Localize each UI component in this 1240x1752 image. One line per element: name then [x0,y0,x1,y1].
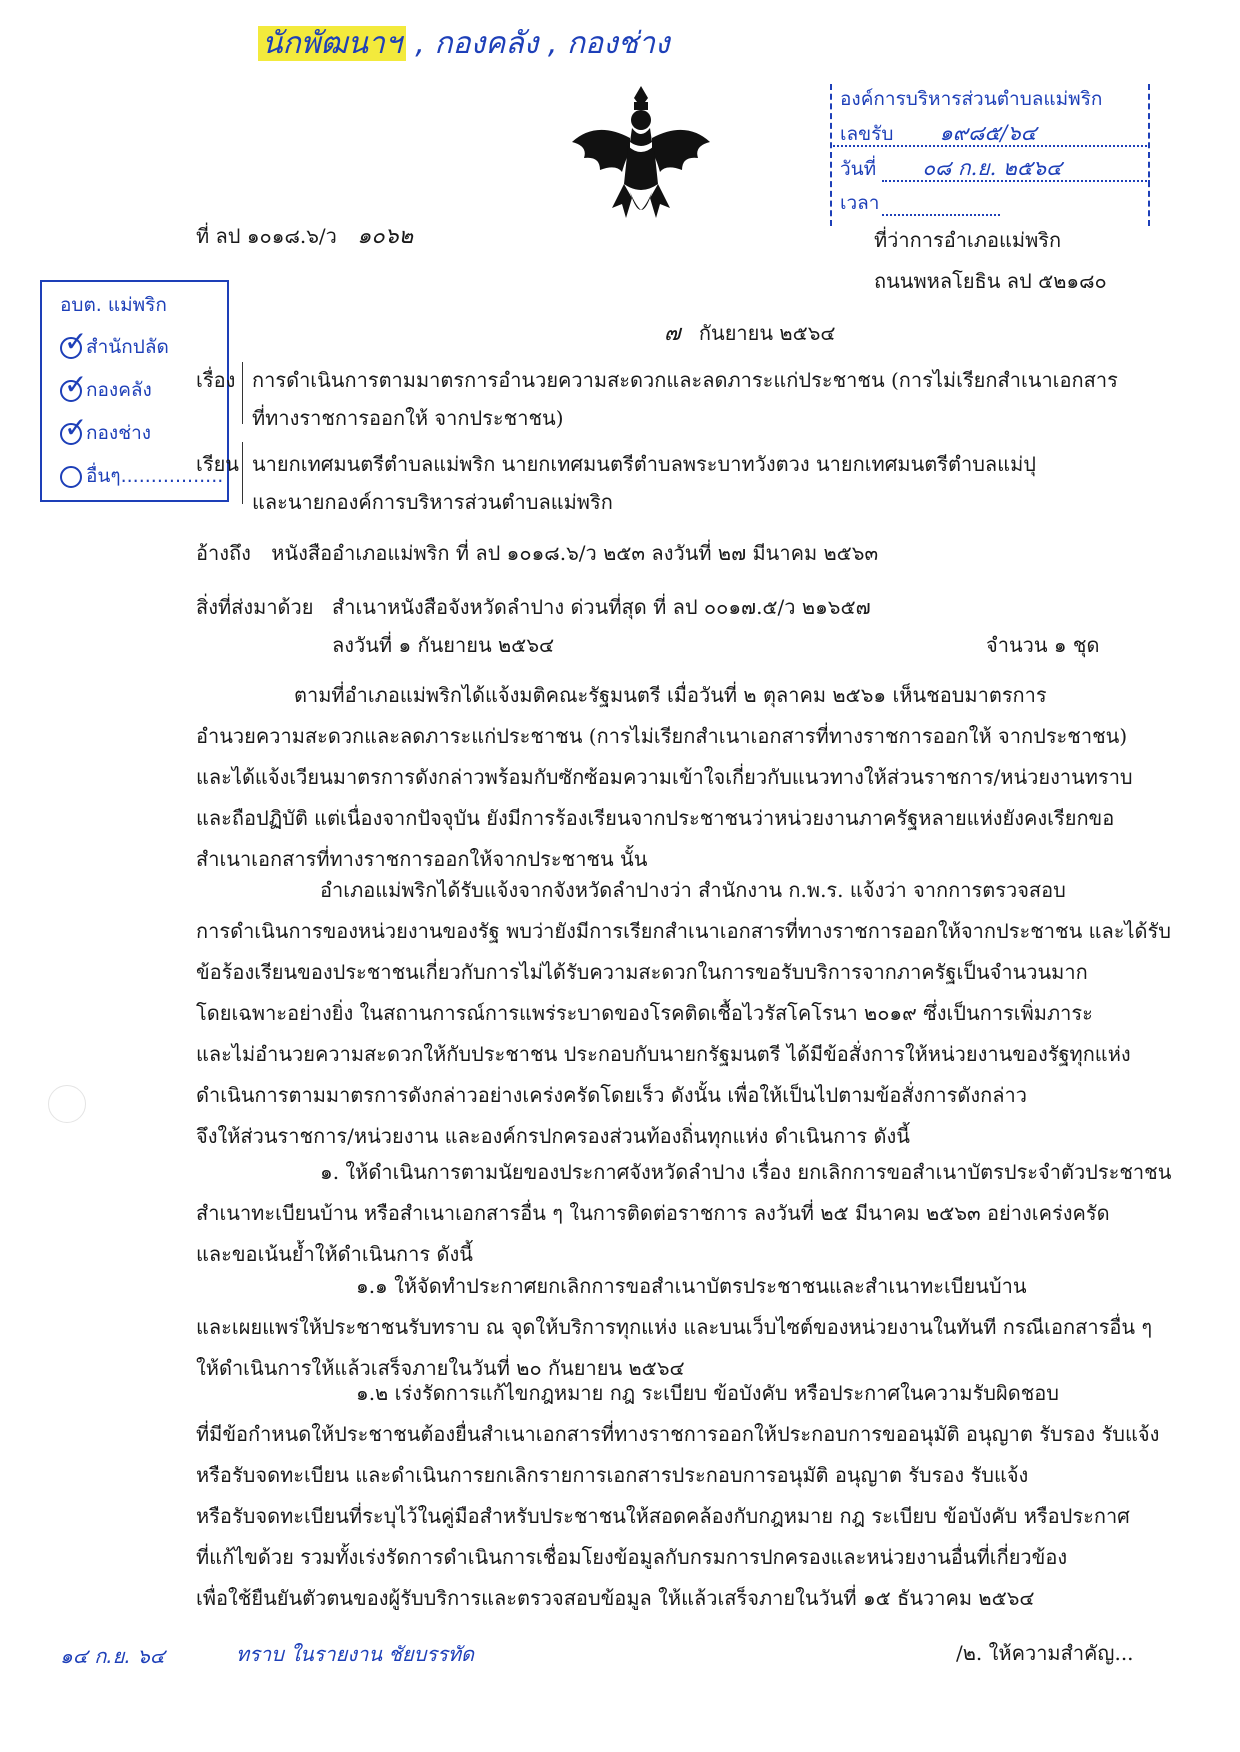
routing-item-label: กองคลัง [86,379,152,401]
stamp-time-label: เวลา [840,192,880,214]
paragraph-line: หรือรับจดทะเบียนที่ระบุไว้ในคู่มือสำหรับประชาชนให้สอดคล้องกับกฎหมาย กฎ ระเบียบ ข้อบังคับ หรือประกาศ [196,1504,1130,1528]
paragraph-line: อำเภอแม่พริกได้รับแจ้งจากจังหวัดลำปางว่า สำนักงาน ก.พ.ร. แจ้งว่า จากการตรวจสอบ [320,878,1066,902]
routing-item-engineering [60,410,152,448]
stamp-number-value: ๑๙๘๕/๖๔ [939,121,1037,145]
paragraph-5 [196,1373,1160,1619]
handwritten-footer-date: ๑๔ ก.ย. ๖๔ [60,1644,165,1668]
paragraph-line: ให้ดำเนินการให้แล้วเสร็จภายในวันที่ ๒๐ กันยายน ๒๕๖๔ [196,1356,685,1380]
document-reference [196,221,413,252]
checkbox-circle-icon: ✓ [60,423,82,445]
paragraph-line: สำเนาเอกสารที่ทางราชการออกให้จากประชาชน นั้น [196,847,648,871]
recipient-line-2: และนายกองค์การบริหารส่วนตำบลแม่พริก [252,490,613,514]
paragraph-line: เพื่อใช้ยืนยันตัวตนของผู้รับบริการและตรวจสอบข้อมูล ให้แล้วเสร็จภายในวันที่ ๑๕ ธันวาคม ๒๕๖๔ [196,1586,1035,1610]
stamp-date-value: ๐๘ ก.ย. ๒๕๖๔ [922,156,1062,180]
paragraph-line: ๑.๒ เร่งรัดการแก้ไขกฎหมาย กฎ ระเบียบ ข้อบังคับ หรือประกาศในความรับผิดชอบ [356,1381,1059,1405]
paragraph-2 [196,870,1171,1157]
routing-item-label: สำนักปลัด [86,336,169,358]
paragraph-line: และเผยแพร่ให้ประชาชนรับทราบ ณ จุดให้บริการทุกแห่ง และบนเว็บไซต์ของหน่วยงานในทันที กรณีเอกสารอื่น ๆ [196,1315,1153,1339]
stamp-date-label: วันที่ [840,158,877,180]
paragraph-1 [196,675,1136,880]
enclosure-label: สิ่งที่ส่งมาด้วย [196,595,314,619]
handwritten-distribution-note [258,20,670,67]
stamp-org: องค์การบริหารส่วนตำบลแม่พริก [840,88,1103,110]
checkbox-circle-icon [60,466,82,488]
stamp-number-row [830,116,1150,151]
paragraph-line: ข้อร้องเรียนของประชาชนเกี่ยวกับการไม่ได้รับความสะดวกในการขอรับบริการจากภาครัฐเป็นจำนวนมาก [196,960,1088,984]
binder-hole [48,1085,86,1123]
routing-item-finance [60,367,152,405]
date-day: ๗ [664,321,681,346]
stamp-date-row [830,151,1150,186]
garuda-emblem-icon [566,80,716,230]
subject-line-1: การดำเนินการตามมาตรการอำนวยความสะดวกและลดภาระแก่ประชาชน (การไม่เรียกสำเนาเอกสาร [252,368,1118,392]
paragraph-line: และได้แจ้งเวียนมาตรการดังกล่าวพร้อมกับซักซ้อมความเข้าใจเกี่ยวกับแนวทางให้ส่วนราชการ/หน่วยงานทราบ [196,765,1133,789]
paragraph-4 [196,1266,1153,1389]
routing-item-label: อื่นๆ................. [86,465,224,487]
referenced-doc [196,538,878,568]
receipt-stamp [830,82,1150,232]
reference-number: ๑๐๖๒ [357,224,414,249]
continuation-marker: /๒. ให้ความสำคัญ... [956,1641,1134,1665]
recipient-line-1: นายกเทศมนตรีตำบลแม่พริก นายกเทศมนตรีตำบลพระบาทวังตวง นายกเทศมนตรีตำบลแม่ปุ [252,452,1036,476]
handwritten-departments: , กองคลัง , กองช่าง [405,26,670,61]
routing-stamp-title: อบต. แม่พริก [60,294,167,316]
paragraph-line: ๑.๑ ให้จัดทำประกาศยกเลิกการขอสำเนาบัตรประชาชนและสำเนาทะเบียนบ้าน [356,1274,1027,1298]
paragraph-line: และขอเน้นย้ำให้ดำเนินการ ดังนี้ [196,1242,473,1266]
ref-label: อ้างถึง [196,541,251,565]
paragraph-line: จึงให้ส่วนราชการ/หน่วยงาน และองค์กรปกครองส่วนท้องถิ่นทุกแห่ง ดำเนินการ ดังนี้ [196,1124,910,1148]
paragraph-line: การดำเนินการของหน่วยงานของรัฐ พบว่ายังมีการเรียกสำเนาเอกสารที่ทางราชการออกให้จากประชาชน และได้รับ [196,919,1171,943]
stamp-time-row [830,186,1150,220]
checkbox-circle-icon: ✓ [60,380,82,402]
paragraph-line: สำเนาทะเบียนบ้าน หรือสำเนาเอกสารอื่น ๆ ในการติดต่อราชการ ลงวันที่ ๒๕ มีนาคม ๒๕๖๓ อย่างเคร่งครัด [196,1201,1110,1225]
subject-label: เรื่อง [196,368,236,392]
paragraph-line: หรือรับจดทะเบียน และดำเนินการยกเลิกรายการเอกสารประกอบการอนุมัติ อนุญาต รับรอง รับแจ้ง [196,1463,1029,1487]
routing-item-label: กองช่าง [86,422,152,444]
office-address: ถนนพหลโยธิน ลป ๕๒๑๘๐ [874,269,1107,293]
routing-item-office [60,324,169,362]
ref-text: หนังสืออำเภอแม่พริก ที่ ลป ๑๐๑๘.๖/ว ๒๕๓ ลงวันที่ ๒๗ มีนาคม ๒๕๖๓ [271,541,879,565]
paragraph-line: ที่แก้ไขด้วย รวมทั้งเร่งรัดการดำเนินการเชื่อมโยงข้อมูลกับกรมการปกครองและหน่วยงานอื่นที่เกี่ยวข้อง [196,1545,1068,1569]
recipient-label: เรียน [196,452,239,476]
paragraph-line: และไม่อำนวยความสะดวกให้กับประชาชน ประกอบกับนายกรัฐมนตรี ได้มีข้อสั่งการให้หน่วยงานของรัฐทุกแห่ง [196,1042,1131,1066]
paragraph-line: โดยเฉพาะอย่างยิ่ง ในสถานการณ์การแพร่ระบาดของโรคติดเชื้อไวรัสโคโรนา ๒๐๑๙ ซึ่งเป็นการเพิ่มภาระ [196,1001,1093,1025]
checkbox-circle-icon: ✓ [60,337,82,359]
document-date [664,318,836,349]
subject-divider [242,362,243,424]
subject-line-2: ที่ทางราชการออกให้ จากประชาชน) [252,406,564,430]
enclosure-line-2: ลงวันที่ ๑ กันยายน ๒๕๖๔ [332,633,555,657]
enclosure-count: จำนวน ๑ ชุด [986,633,1100,657]
paragraph-line: ที่มีข้อกำหนดให้ประชาชนต้องยื่นสำเนาเอกสารที่ทางราชการออกให้ประกอบการขออนุมัติ อนุญาต รับรอง รับแจ้ง [196,1422,1160,1446]
paragraph-line: ๑. ให้ดำเนินการตามนัยของประกาศจังหวัดลำปาง เรื่อง ยกเลิกการขอสำเนาบัตรประจำตัวประชาชน [320,1160,1172,1184]
date-month-year: กันยายน ๒๕๖๔ [698,321,836,345]
paragraph-line: ตามที่อำเภอแม่พริกได้แจ้งมติคณะรัฐมนตรี เมื่อวันที่ ๒ ตุลาคม ๒๕๖๑ เห็นชอบมาตรการ [294,683,1047,707]
paragraph-line: และถือปฏิบัติ แต่เนื่องจากปัจจุบัน ยังมีการร้องเรียนจากประชาชนว่าหน่วยงานภาครัฐหลายแห่งยังคงเรียกขอ [196,806,1115,830]
paragraph-3 [196,1152,1172,1275]
paragraph-line: ดำเนินการตามมาตรการดังกล่าวอย่างเคร่งครัดโดยเร็ว ดังนั้น เพื่อให้เป็นไปตามข้อสั่งการดังกล่าว [196,1083,1027,1107]
recipient-divider [242,442,243,504]
paragraph-line: อำนวยความสะดวกและลดภาระแก่ประชาชน (การไม่เรียกสำเนาเอกสารที่ทางราชการออกให้ จากประชาชน) [196,724,1128,748]
enclosure-line-1: สำเนาหนังสือจังหวัดลำปาง ด่วนที่สุด ที่ ลป ๐๐๑๗.๕/ว ๒๑๖๕๗ [332,595,871,619]
office-name: ที่ว่าการอำเภอแม่พริก [874,228,1062,252]
handwritten-highlight: นักพัฒนาฯ [258,26,406,61]
stamp-number-label: เลขรับ [840,123,894,145]
handwritten-footer-note: ทราบ ในรายงาน ชัยบรรทัด [236,1642,475,1666]
reference-label: ที่ ลป ๑๐๑๘.๖/ว [196,224,337,248]
